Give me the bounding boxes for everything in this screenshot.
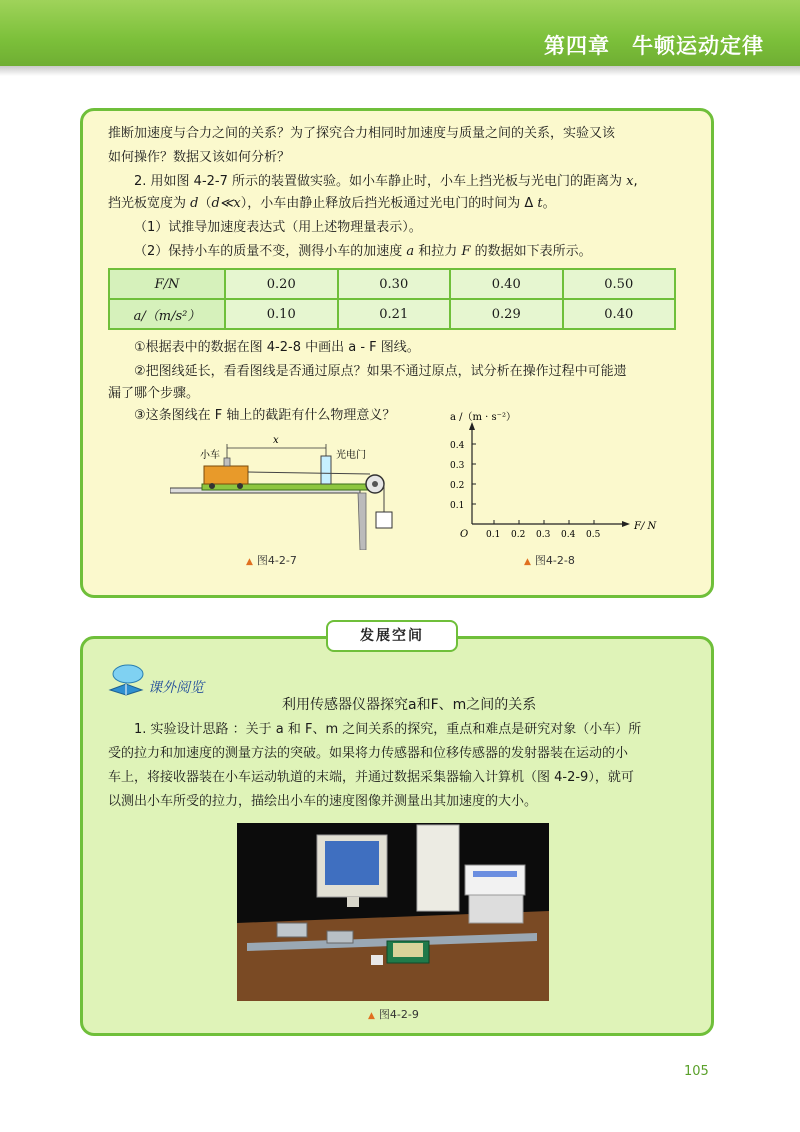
table-row <box>109 269 675 299</box>
y-axis-arrow <box>469 422 475 430</box>
monitor-stand <box>347 897 359 907</box>
triangle-icon: ▲ <box>524 557 531 567</box>
variable-a: a <box>406 244 415 259</box>
table-cell: 0.21 <box>338 299 451 329</box>
x-tick-label: 0.2 <box>511 530 526 540</box>
track <box>202 484 372 490</box>
table-row <box>109 299 675 329</box>
figure-caption-text: 图4-2-8 <box>534 554 575 567</box>
paren: （ <box>198 196 212 211</box>
comma: , <box>633 174 638 189</box>
reading-label: 课外阅览 <box>148 680 204 696</box>
table-cell: 0.30 <box>338 269 451 299</box>
cart-wheel <box>209 483 215 489</box>
step-2-line-1: ②把图线延长，看看图线是否通过原点？如果不通过原点，试分析在操作过程中可能遗 <box>134 364 627 379</box>
table-cell: 0.40 <box>563 299 676 329</box>
x-tick-label: 0.1 <box>486 530 501 540</box>
y-tick-label: 0.2 <box>450 481 465 491</box>
pulley-axle <box>372 481 378 487</box>
table-edge <box>358 493 366 550</box>
x-axis-arrow <box>622 521 630 527</box>
question-2-text: 挡光板宽度为 <box>108 196 191 211</box>
monitor-screen <box>325 841 379 885</box>
figure-caption <box>524 552 575 568</box>
shading-plate <box>224 458 230 466</box>
x-axis-label: F/ N <box>634 521 657 532</box>
sub-question-1: （1）试推导加速度表达式（用上述物理量表示）。 <box>134 220 422 235</box>
reading-line-3: 车上，将接收器装在小车运动轨道的末端，并通过数据采集器输入计算机（图 4-2-9），就可 <box>108 770 634 785</box>
table-cell: 0.20 <box>225 269 338 299</box>
question-1-line-2: 如何操作？数据又该如何分析？ <box>108 150 291 165</box>
y-axis-label: a /（m · s⁻²） <box>450 412 516 423</box>
x-tick-label: 0.3 <box>536 530 551 540</box>
section-tag: 发展空间 <box>326 620 458 652</box>
book-icon <box>106 664 146 696</box>
empty-graph <box>448 406 660 542</box>
figure-caption <box>246 552 297 568</box>
cart <box>204 466 248 484</box>
cart-wheel <box>237 483 243 489</box>
lab-equipment-illustration <box>237 823 549 1001</box>
table-header-acceleration: a/（m/s²） <box>109 299 225 329</box>
data-collector-panel <box>473 871 517 877</box>
sub-question-2 <box>134 242 592 262</box>
question-1-line-1: 推断加速度与合力之间的关系？为了探究合力相同时加速度与质量之间的关系，实验又该 <box>108 126 616 141</box>
small-weight <box>371 955 383 965</box>
sub-question-2-text: 和拉力 <box>414 244 462 259</box>
triangle-icon: ▲ <box>246 557 253 567</box>
question-2-line-1 <box>134 172 638 192</box>
question-2-line-2 <box>108 194 556 214</box>
x-tick-label: 0.4 <box>561 530 576 540</box>
cart-label: 小车 <box>200 450 220 461</box>
pc-tower <box>417 825 459 911</box>
reading-title: 利用传感器仪器探究a和F、m之间的关系 <box>282 697 537 713</box>
photogate-label: 光电门 <box>336 450 366 461</box>
question-2-text: ），小车由静止释放后挡光板通过光电门的时间为 Δ <box>240 196 538 211</box>
chapter-title: 第四章 牛顿运动定律 <box>544 34 764 58</box>
period: 。 <box>542 196 556 211</box>
cart-sensor <box>277 923 307 937</box>
table-header-force: F/N <box>109 269 225 299</box>
figure-caption <box>368 1006 419 1022</box>
hanging-weight <box>376 512 392 528</box>
origin-label: O <box>460 529 469 540</box>
figure-caption-text: 图4-2-7 <box>256 554 297 567</box>
variable-f: F <box>461 244 471 259</box>
reading-line-2: 受的拉力和加速度的测量方法的突破。如果将力传感器和位移传感器的发射器装在运动的小 <box>108 746 629 761</box>
weight-box-inside <box>393 943 423 957</box>
experiment-photo <box>237 823 549 1001</box>
photogate <box>321 456 331 484</box>
x-ticks <box>486 520 601 540</box>
table-cell: 0.10 <box>225 299 338 329</box>
cart <box>327 931 353 943</box>
table-cell: 0.50 <box>563 269 676 299</box>
force-acceleration-table <box>108 268 676 330</box>
y-tick-label: 0.1 <box>450 501 465 511</box>
header-shadow <box>0 66 800 76</box>
sub-question-2-text: 的数据如下表所示。 <box>470 244 592 259</box>
condition-d-much-less-x: d≪x <box>211 196 241 211</box>
y-tick-label: 0.3 <box>450 461 465 471</box>
triangle-icon: ▲ <box>368 1011 375 1021</box>
data-collector-base <box>469 895 523 923</box>
figure-caption-text: 图4-2-9 <box>378 1008 419 1021</box>
variable-x: x <box>626 174 634 189</box>
cloud-shape <box>113 665 143 683</box>
data-collector <box>465 865 525 895</box>
variable-d: d <box>190 196 199 211</box>
question-2-text: 2. 用如图 4-2-7 所示的装置做实验。如小车静止时，小车上挡光板与光电门的距离为 <box>134 174 627 189</box>
table-cell: 0.40 <box>450 269 563 299</box>
variable-t: t <box>537 196 543 211</box>
y-tick-label: 0.4 <box>450 441 465 451</box>
apparatus-diagram <box>170 432 410 550</box>
sub-question-2-text: （2）保持小车的质量不变，测得小车的加速度 <box>134 244 407 259</box>
distance-label: x <box>273 435 279 446</box>
x-tick-label: 0.5 <box>586 530 601 540</box>
reading-line-1: 1. 实验设计思路 ：关于 a 和 F、m 之间关系的探究，重点和难点是研究对象（小车）所 <box>134 722 642 737</box>
step-2-line-2: 漏了哪个步骤。 <box>108 386 200 401</box>
step-3: ③这条图线在 F 轴上的截距有什么物理意义？ <box>134 408 396 423</box>
step-1: ①根据表中的数据在图 4-2-8 中画出 a - F 图线。 <box>134 340 420 355</box>
table-cell: 0.29 <box>450 299 563 329</box>
page-number: 105 <box>684 1064 709 1079</box>
reading-line-4: 以测出小车所受的拉力，描绘出小车的速度图像并测量出其加速度的大小。 <box>108 794 538 809</box>
string <box>248 472 370 474</box>
